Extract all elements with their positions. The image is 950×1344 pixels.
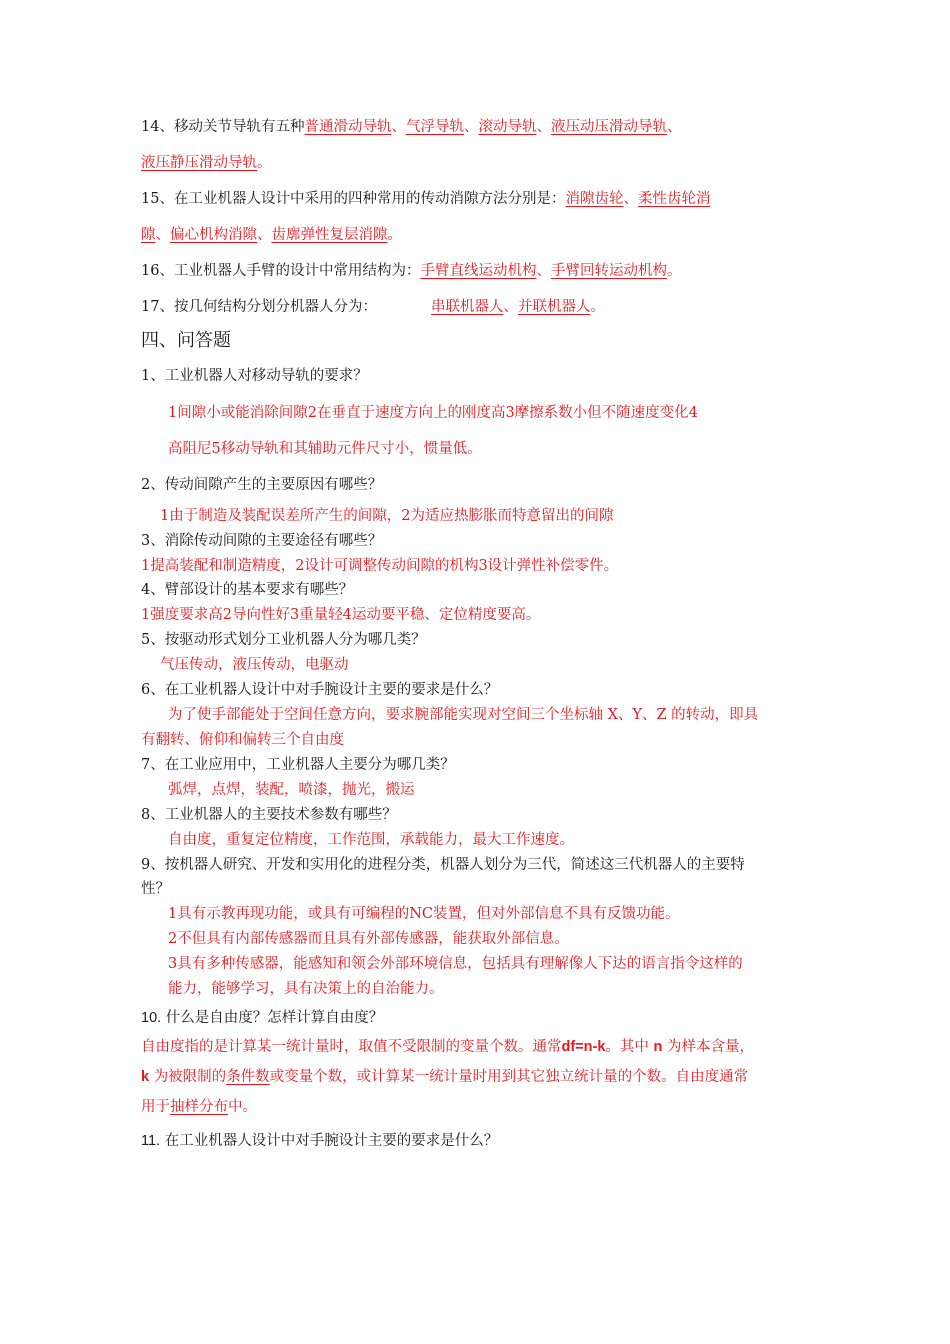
qa-q10-answer-text: 用于 <box>141 1099 170 1115</box>
separator: 、 <box>155 227 170 243</box>
fill-q17-answer-1: 串联机器人 <box>431 299 504 315</box>
period: 。 <box>666 263 682 279</box>
qa-q10-question: 什么是自由度？怎样计算自由度？ <box>165 1010 384 1026</box>
qa-q10-answer-end: 为样本含量， <box>666 1039 754 1055</box>
separator: 、 <box>536 263 551 279</box>
qa-q7-question: 7、在工业应用中，工业机器人主要分为哪几类？ <box>141 757 455 773</box>
fill-q14-answer-5: 液压静压滑动导轨 <box>141 155 257 171</box>
qa-q5-question: 5、按驱动形式划分工业机器人分为哪几类？ <box>141 632 426 648</box>
qa-q1-answer-line1: 1间隙小或能消除间隙2在垂直于速度方向上的刚度高3摩擦系数小但不随速度变化4 <box>168 405 698 421</box>
fill-q14-answer-3: 滚动导轨 <box>478 119 537 135</box>
qa-q9-answer-line4: 能力，能够学习，具有决策上的自治能力。 <box>168 981 444 997</box>
qa-q6-question: 6、在工业机器人设计中对手腕设计主要的要求是什么？ <box>141 682 499 698</box>
qa-q10-var-n: n <box>653 1039 663 1055</box>
qa-q10-answer-mid: 。其中 <box>605 1039 649 1055</box>
fill-q15-line1 <box>141 189 710 209</box>
qa-q10-link-condition[interactable]: 条件数 <box>226 1069 270 1085</box>
separator: 、 <box>391 119 406 135</box>
qa-q11-number: 11. <box>141 1133 161 1149</box>
qa-q2-answer: 1由于制造及装配误差所产生的间隙，2为适应热膨胀而特意留出的间隙 <box>160 508 614 524</box>
fill-q16-answer-2: 手臂回转运动机构 <box>550 263 667 279</box>
fill-q14-prefix: 14、移动关节导轨有五种 <box>141 119 305 135</box>
qa-q10-answer-line2 <box>141 1067 748 1087</box>
fill-q15-answer-4: 齿廓弹性复层消隙 <box>271 227 388 243</box>
separator: 、 <box>503 299 518 315</box>
qa-q10-answer-text: 或变量个数，或计算某一统计量时用到其它独立统计量的个数。自由度通常 <box>269 1069 749 1085</box>
qa-q1-answer-line2: 高阻尼5移动导轨和其辅助元件尺寸小，惯量低。 <box>168 441 482 457</box>
fill-q17-line <box>141 297 377 317</box>
fill-q16-answer-1: 手臂直线运动机构 <box>420 263 537 279</box>
qa-q1-question: 1、工业机器人对移动导轨的要求？ <box>141 368 368 384</box>
qa-q10-question-line <box>141 1008 383 1028</box>
separator: 、 <box>666 119 682 135</box>
fill-q16-prefix: 16、工业机器人手臂的设计中常用结构为： <box>141 263 421 279</box>
fill-q14-answer-1: 普通滑动导轨 <box>304 119 392 135</box>
qa-q9-question-line1: 9、按机器人研究、开发和实用化的进程分类，机器人划分为三代，简述这三代机器人的主要特 <box>141 857 745 873</box>
fill-q15-answer-2-cont: 隙 <box>141 227 156 243</box>
qa-q10-var-k: k <box>141 1069 150 1085</box>
separator: 、 <box>257 227 272 243</box>
separator: 、 <box>463 119 479 135</box>
section-title: 四、问答题 <box>141 330 231 351</box>
fill-q15-line2 <box>141 225 402 245</box>
qa-q10-answer-text: 为被限制的 <box>153 1069 227 1085</box>
qa-q9-answer-line1: 1具有示教再现功能，或具有可编程的NC装置，但对外部信息不具有反馈功能。 <box>168 906 680 922</box>
fill-q15-answer-2: 柔性齿轮消 <box>637 191 711 207</box>
separator: 、 <box>623 191 638 207</box>
qa-q10-answer-line1 <box>141 1037 754 1057</box>
qa-q10-answer-line3 <box>141 1097 257 1117</box>
qa-q9-question-line2: 性？ <box>141 881 170 897</box>
qa-q8-question: 8、工业机器人的主要技术参数有哪些？ <box>141 807 397 823</box>
fill-q17-prefix: 17、按几何结构分划分机器人分为： <box>141 299 377 315</box>
qa-q3-question: 3、消除传动间隙的主要途径有哪些？ <box>141 533 383 549</box>
fill-q17-answer-2: 并联机器人 <box>518 299 591 315</box>
qa-q10-formula: df=n-k <box>561 1039 606 1055</box>
qa-q10-number: 10. <box>141 1010 162 1026</box>
fill-q17-answers <box>431 297 605 317</box>
fill-q15-answer-3: 偏心机构消隙 <box>170 227 257 243</box>
qa-q11-question-line <box>141 1131 498 1151</box>
qa-q11-question: 在工业机器人设计中对手腕设计主要的要求是什么？ <box>164 1133 499 1149</box>
fill-q15-answer-1: 消隙齿轮 <box>565 191 624 207</box>
period: 。 <box>590 299 605 315</box>
qa-q9-answer-line2: 2不但具有内部传感器而且具有外部传感器，能获取外部信息。 <box>168 931 569 947</box>
qa-q5-answer: 气压传动，液压传动，电驱动 <box>160 657 349 673</box>
qa-q9-answer-line3: 3具有多种传感器，能感知和领会外部环境信息，包括具有理解像人下达的语言指令这样的 <box>168 956 743 972</box>
fill-q14-answer-2: 气浮导轨 <box>405 119 464 135</box>
qa-q4-answer: 1强度要求高2导向性好3重量轻4运动要平稳、定位精度要高。 <box>141 607 541 623</box>
qa-q7-answer: 弧焊，点焊，装配，喷漆，抛光，搬运 <box>168 782 415 798</box>
fill-q15-prefix: 15、在工业机器人设计中采用的四种常用的传动消隙方法分别是： <box>141 191 566 207</box>
period: 。 <box>387 227 402 243</box>
fill-q14-answer-4: 液压动压滑动导轨 <box>550 119 667 135</box>
qa-q10-link-sampling[interactable]: 抽样分布 <box>170 1099 228 1115</box>
qa-q2-question: 2、传动间隙产生的主要原因有哪些？ <box>141 477 383 493</box>
qa-q3-answer: 1提高装配和制造精度，2设计可调整传动间隙的机构3设计弹性补偿零件。 <box>141 558 619 574</box>
fill-q16-line <box>141 261 681 281</box>
qa-q10-answer-text: 自由度指的是计算某一统计量时，取值不受限制的变量个数。通常 <box>141 1039 562 1055</box>
qa-q10-answer-text: 中。 <box>228 1099 257 1115</box>
qa-q4-question: 4、臂部设计的基本要求有哪些？ <box>141 582 354 598</box>
separator: 、 <box>536 119 551 135</box>
fill-q14-line2 <box>141 153 272 173</box>
fill-q14-line1 <box>141 117 681 137</box>
qa-q6-answer-line2: 有翻转、俯仰和偏转三个自由度 <box>141 732 344 748</box>
period: 。 <box>257 155 272 171</box>
qa-q8-answer: 自由度，重复定位精度，工作范围，承载能力，最大工作速度。 <box>168 832 574 848</box>
qa-q6-answer-line1: 为了使手部能处于空间任意方向，要求腕部能实现对空间三个坐标轴 X、Y、Z 的转动，即具 <box>168 707 759 723</box>
